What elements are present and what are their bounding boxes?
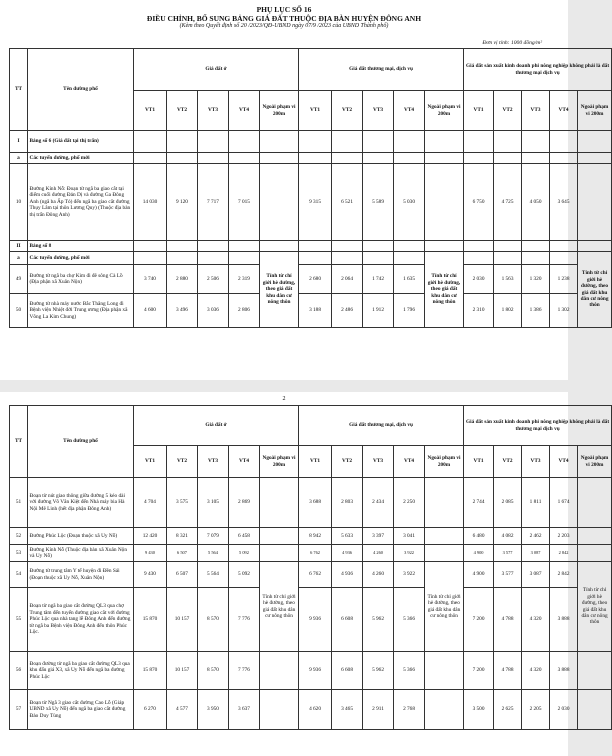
- table-row: [10, 164, 612, 241]
- appendix-title: PHỤ LỤC SỐ 16: [256, 5, 312, 14]
- col-header-vt4: VT4: [550, 91, 578, 131]
- price-cell: 2 064: [332, 265, 363, 294]
- col-header-scope: Ngoài phạm vi 200m: [578, 446, 612, 478]
- col-header-scope: Ngoài phạm vi 200m: [260, 446, 299, 478]
- table-row: [10, 294, 612, 328]
- price-cell: 2 250: [394, 478, 425, 528]
- price-cell: 6 521: [332, 164, 363, 241]
- price-cell: 3 888: [550, 588, 578, 652]
- price-cell: 3 397: [363, 528, 394, 545]
- section-row: [10, 131, 612, 153]
- scope-cell: [578, 528, 612, 545]
- col-header-scope: Ngoài phạm vi 200m: [425, 446, 464, 478]
- col-header-vt1: VT1: [134, 91, 167, 131]
- price-cell: 7 717: [198, 164, 229, 241]
- col-header-vt3: VT3: [198, 91, 229, 131]
- section-number: I: [10, 131, 28, 153]
- scope-cell: [425, 164, 464, 241]
- price-cell: 2 744: [464, 478, 494, 528]
- price-cell: 4 936: [332, 562, 363, 588]
- section-row: [10, 153, 612, 164]
- price-cell: 9 936: [299, 652, 332, 690]
- section-label: Các tuyến đường, phố mới: [28, 153, 134, 164]
- price-cell: 1 811: [522, 478, 550, 528]
- price-cell: 2 203: [550, 528, 578, 545]
- price-cell: 9 430: [134, 562, 167, 588]
- price-cell: 4 260: [363, 562, 394, 588]
- street-name: Đường từ ngã ba chợ Kim đi đê sông Cà Lồ (Địa phận xã Xuân Nộn): [28, 265, 134, 294]
- document-page-2: [0, 392, 610, 756]
- price-cell: 4 900: [464, 562, 494, 588]
- price-cell: 5 030: [394, 164, 425, 241]
- street-name: Đường Kính Nỗ: Đoạn từ ngã ba giao cắt tại điểm cuối đường Đản Dị và đường Ga Đông Anh (ngã ba Ấp Tó) đến ngã ba giao cắt đường Thụy Lâm tại thôn Lương Quy) (Thuộc địa bàn thị trấn Đông Anh): [28, 164, 134, 241]
- price-cell: 6 762: [299, 562, 332, 588]
- group-header-commercial: Giá đất thương mại, dịch vụ: [299, 49, 464, 91]
- price-cell: 1 796: [394, 294, 425, 328]
- rural-note-cell: Tính từ chỉ giới hè đường, theo giá đất khu dân cư nông thôn: [425, 562, 464, 652]
- price-cell: 3 041: [394, 528, 425, 545]
- price-cell: 6 458: [229, 528, 260, 545]
- price-cell: 7 776: [229, 652, 260, 690]
- col-header-vt3: VT3: [522, 446, 550, 478]
- price-cell: 7 200: [464, 588, 494, 652]
- price-cell: 4 050: [522, 164, 550, 241]
- price-cell: 1 912: [363, 294, 394, 328]
- price-cell: 4 620: [299, 690, 332, 730]
- price-cell: 1 238: [550, 265, 578, 294]
- price-cell: 3 496: [167, 294, 198, 328]
- price-cell: 4 788: [494, 588, 522, 652]
- price-cell: 2 030: [464, 265, 494, 294]
- price-cell: 3 950: [198, 690, 229, 730]
- price-cell: 2 486: [332, 294, 363, 328]
- section-number: II: [10, 241, 28, 252]
- street-name: Đoạn từ ngã ba giao cắt đường QL3 qua chợ Trung tâm đến tuyến đường giao cắt với đường Phúc Lộc qua nhà tang lễ Đông Anh đến đường từ ngã ba Bệnh viện Đông Anh đến thôn Phúc Lộc.: [28, 588, 134, 652]
- price-cell: 1 635: [394, 265, 425, 294]
- price-cell: 5 962: [363, 588, 394, 652]
- price-cell: 9 936: [299, 588, 332, 652]
- price-cell: 3 922: [394, 545, 425, 562]
- price-cell: 1 320: [522, 265, 550, 294]
- price-cell: 2 625: [494, 690, 522, 730]
- col-header-vt1: VT1: [299, 91, 332, 131]
- price-cell: 2 842: [550, 545, 578, 562]
- price-cell: 3 888: [550, 652, 578, 690]
- row-number: 57: [10, 690, 28, 730]
- scope-cell: [260, 528, 299, 545]
- section-label: Các tuyến đường, phố mới: [28, 252, 134, 265]
- price-cell: 3 637: [229, 690, 260, 730]
- scope-cell: [260, 164, 299, 241]
- price-cell: 2 803: [332, 478, 363, 528]
- col-header-vt4: VT4: [229, 446, 260, 478]
- row-number: 53: [10, 545, 28, 562]
- scope-cell: [260, 545, 299, 562]
- col-header-street: Tên đường phố: [28, 406, 134, 478]
- price-cell: 6 608: [332, 652, 363, 690]
- price-cell: 7 200: [464, 652, 494, 690]
- price-cell: 4 082: [494, 528, 522, 545]
- price-cell: 10 157: [167, 652, 198, 690]
- price-cell: 6 270: [134, 690, 167, 730]
- price-cell: 2 319: [229, 265, 260, 294]
- table-row: [10, 528, 612, 545]
- price-cell: 2 030: [550, 690, 578, 730]
- price-cell: 3 087: [522, 562, 550, 588]
- price-cell: 6 750: [464, 164, 494, 241]
- table-row: [10, 545, 612, 562]
- price-cell: 7 776: [229, 588, 260, 652]
- price-cell: 3 036: [198, 294, 229, 328]
- scope-cell: [425, 478, 464, 528]
- price-cell: 15 870: [134, 652, 167, 690]
- col-header-vt3: VT3: [363, 91, 394, 131]
- street-name: Đường Phúc Lộc (Đoạn thuộc xã Uy Nỗ): [28, 528, 134, 545]
- price-cell: 4 900: [464, 545, 494, 562]
- price-cell: 3 500: [464, 690, 494, 730]
- price-cell: 7 015: [229, 164, 260, 241]
- price-cell: 8 321: [167, 528, 198, 545]
- price-cell: 2 911: [363, 690, 394, 730]
- scope-cell: [578, 164, 612, 241]
- rural-note-cell: Tính từ chỉ giới hè đường, theo giá đất khu dân cư nông thôn: [425, 252, 464, 328]
- price-cell: 4 725: [494, 164, 522, 241]
- price-cell: 6 507: [167, 545, 198, 562]
- col-header-tt: TT: [10, 406, 28, 478]
- row-number: 55: [10, 588, 28, 652]
- price-cell: 3 577: [494, 562, 522, 588]
- scope-cell: [578, 652, 612, 690]
- group-header-nonagri: Giá đất sản xuất kinh doanh phi nông nghiệp không phải là đất thương mại dịch vụ: [464, 49, 612, 91]
- section-label: Bảng số 8: [28, 241, 134, 252]
- row-number: 56: [10, 652, 28, 690]
- price-cell: 6 608: [332, 588, 363, 652]
- col-header-vt3: VT3: [522, 91, 550, 131]
- price-cell: 3 688: [299, 478, 332, 528]
- col-header-vt2: VT2: [167, 446, 198, 478]
- price-cell: 9 315: [299, 164, 332, 241]
- col-header-vt3: VT3: [363, 446, 394, 478]
- col-header-vt2: VT2: [494, 446, 522, 478]
- price-cell: 4 320: [522, 652, 550, 690]
- price-cell: 4 600: [134, 294, 167, 328]
- price-cell: 2 842: [550, 562, 578, 588]
- price-cell: 8 570: [198, 652, 229, 690]
- scope-cell: [260, 478, 299, 528]
- price-cell: 2 768: [394, 690, 425, 730]
- row-number: 52: [10, 528, 28, 545]
- price-cell: 2 506: [198, 265, 229, 294]
- table-row: [10, 478, 612, 528]
- price-cell: 8 942: [299, 528, 332, 545]
- price-cell: 3 105: [198, 478, 229, 528]
- price-cell: 6 480: [464, 528, 494, 545]
- street-name: Đoạn từ nút giao thông giữa đường 5 kéo dài với đường Võ Văn Kiệt đến Nhà máy bia Hà Nội Mê Linh (hết địa phận Đông Anh): [28, 478, 134, 528]
- section-row: [10, 252, 612, 265]
- col-header-vt4: VT4: [229, 91, 260, 131]
- group-header-commercial: Giá đất thương mại, dịch vụ: [299, 406, 464, 446]
- price-cell: 2 880: [167, 265, 198, 294]
- scope-cell: [425, 528, 464, 545]
- price-cell: 2 310: [464, 294, 494, 328]
- col-header-vt1: VT1: [464, 91, 494, 131]
- street-name: Đoạn đường từ ngã ba giao cắt đường QL3 qua khu đấu giá X3, xã Uy Nỗ đến ngã ba đường Phúc Lộc: [28, 652, 134, 690]
- group-header-nonagri: Giá đất sản xuất kinh doanh phi nông nghiệp không phải là đất thương mại dịch vụ: [464, 406, 612, 446]
- col-header-vt2: VT2: [494, 91, 522, 131]
- scope-cell: [425, 690, 464, 730]
- street-name: Đoạn từ Ngã 3 giao cắt đường Cao Lỗ (Giáp UBND xã Uy Nỗ) đến ngã ba giao cắt đường Đào Duy Tùng: [28, 690, 134, 730]
- price-cell: 5 366: [394, 588, 425, 652]
- scope-cell: [578, 545, 612, 562]
- land-price-table-1: [9, 48, 612, 328]
- col-header-vt4: VT4: [394, 446, 425, 478]
- price-cell: 5 564: [198, 562, 229, 588]
- group-header-residential: Giá đất ở: [134, 49, 299, 91]
- price-cell: 3 922: [394, 562, 425, 588]
- price-cell: 1 674: [550, 478, 578, 528]
- col-header-vt3: VT3: [198, 446, 229, 478]
- scope-cell: [260, 652, 299, 690]
- price-cell: 3 465: [332, 690, 363, 730]
- price-cell: 4 260: [363, 545, 394, 562]
- row-number: 51: [10, 478, 28, 528]
- scope-cell: [425, 652, 464, 690]
- row-number: 54: [10, 562, 28, 588]
- col-header-vt2: VT2: [332, 446, 363, 478]
- page-header: [0, 6, 568, 30]
- price-cell: 5 633: [332, 528, 363, 545]
- section-row: [10, 241, 612, 252]
- price-cell: 1 802: [494, 294, 522, 328]
- price-cell: 6 507: [167, 562, 198, 588]
- price-cell: 14 030: [134, 164, 167, 241]
- col-header-scope: Ngoài phạm vi 200m: [425, 91, 464, 131]
- price-cell: 3 740: [134, 265, 167, 294]
- rural-note-cell: Tính từ chỉ giới hè đường, theo giá đất khu dân cư nông thôn: [578, 252, 612, 328]
- price-cell: 2 462: [522, 528, 550, 545]
- price-cell: 2 680: [299, 265, 332, 294]
- price-cell: 1 563: [494, 265, 522, 294]
- col-header-scope: Ngoài phạm vi 200m: [578, 91, 612, 131]
- col-header-scope: Ngoài phạm vi 200m: [260, 91, 299, 131]
- street-name: Đường từ nhà máy nước Bắc Thăng Long đi Bệnh viện Nhiệt đới Trung ương (Địa phận xã Võng La Kim Chung): [28, 294, 134, 328]
- price-cell: 10 157: [167, 588, 198, 652]
- price-cell: 2 434: [363, 478, 394, 528]
- price-cell: 12 420: [134, 528, 167, 545]
- price-cell: 7 079: [198, 528, 229, 545]
- price-cell: 5 564: [198, 545, 229, 562]
- col-header-vt1: VT1: [134, 446, 167, 478]
- scope-cell: [260, 690, 299, 730]
- rural-note-cell: Tính từ chỉ giới hè đường, theo giá đất khu dân cư nông thôn: [260, 252, 299, 328]
- price-cell: 5 092: [229, 562, 260, 588]
- price-cell: 1 302: [550, 294, 578, 328]
- price-cell: 3 577: [494, 545, 522, 562]
- table-row: [10, 652, 612, 690]
- page-number: 2: [282, 396, 286, 402]
- table-row: [10, 690, 612, 730]
- col-header-tt: TT: [10, 49, 28, 131]
- row-number: 50: [10, 294, 28, 328]
- col-header-vt1: VT1: [464, 446, 494, 478]
- price-cell: 4 577: [167, 690, 198, 730]
- row-number: 49: [10, 265, 28, 294]
- price-cell: 3 645: [550, 164, 578, 241]
- scope-cell: [578, 690, 612, 730]
- price-cell: 5 092: [229, 545, 260, 562]
- street-name: Đường từ trung tâm Y tế huyện đi Đền Sái (Đoạn thuộc xã Uy Nỗ, Xuân Nộn): [28, 562, 134, 588]
- price-cell: 8 570: [198, 588, 229, 652]
- section-number: a: [10, 252, 28, 265]
- price-cell: 4 704: [134, 478, 167, 528]
- price-cell: 9 430: [134, 545, 167, 562]
- col-header-vt4: VT4: [394, 91, 425, 131]
- price-cell: 1 742: [363, 265, 394, 294]
- price-cell: 4 788: [494, 652, 522, 690]
- price-cell: 3 087: [522, 545, 550, 562]
- price-cell: 3 188: [299, 294, 332, 328]
- col-header-vt2: VT2: [167, 91, 198, 131]
- scope-cell: [578, 478, 612, 528]
- land-price-table-2: [9, 405, 612, 730]
- col-header-vt4: VT4: [550, 446, 578, 478]
- rural-note-cell: Tính từ chỉ giới hè đường, theo giá đất khu dân cư nông thôn: [260, 562, 299, 652]
- price-cell: 4 936: [332, 545, 363, 562]
- street-name: Đường Kính Nỗ (Thuộc địa bàn xã Xuân Nộn và Uy Nỗ): [28, 545, 134, 562]
- price-cell: 4 320: [522, 588, 550, 652]
- price-cell: 15 870: [134, 588, 167, 652]
- col-header-street: Tên đường phố: [28, 49, 134, 131]
- price-cell: 9 120: [167, 164, 198, 241]
- price-cell: 1 386: [522, 294, 550, 328]
- price-cell: 2 205: [522, 690, 550, 730]
- group-header-residential: Giá đất ở: [134, 406, 299, 446]
- price-cell: 2 806: [229, 294, 260, 328]
- scope-cell: [425, 545, 464, 562]
- price-cell: 6 762: [299, 545, 332, 562]
- rural-note-cell: Tính từ chỉ giới hè đường, theo giá đất khu dân cư nông thôn: [578, 562, 612, 652]
- section-number: a: [10, 153, 28, 164]
- unit-label: Đơn vị tính: 1000 đồng/m²: [482, 40, 542, 46]
- price-cell: 3 575: [167, 478, 198, 528]
- price-cell: 2 085: [494, 478, 522, 528]
- section-label: Bảng số 6 (Giá đất tại thị trấn): [28, 131, 134, 153]
- row-number: 10: [10, 164, 28, 241]
- price-cell: 5 589: [363, 164, 394, 241]
- price-cell: 5 962: [363, 652, 394, 690]
- decree-reference: (Kèm theo Quyết định số 20 /2023/QĐ-UBND ngày 07/9 /2023 của UBND Thành phố): [179, 23, 389, 30]
- table-row: [10, 562, 612, 588]
- document-subtitle: ĐIỀU CHỈNH, BỔ SUNG BẢNG GIÁ ĐẤT THUỘC ĐỊA BÀN HUYỆN ĐÔNG ANH: [146, 13, 422, 23]
- col-header-vt2: VT2: [332, 91, 363, 131]
- col-header-vt1: VT1: [299, 446, 332, 478]
- price-cell: 2 869: [229, 478, 260, 528]
- price-cell: 5 366: [394, 652, 425, 690]
- table-row: [10, 265, 612, 294]
- table-row: [10, 588, 612, 652]
